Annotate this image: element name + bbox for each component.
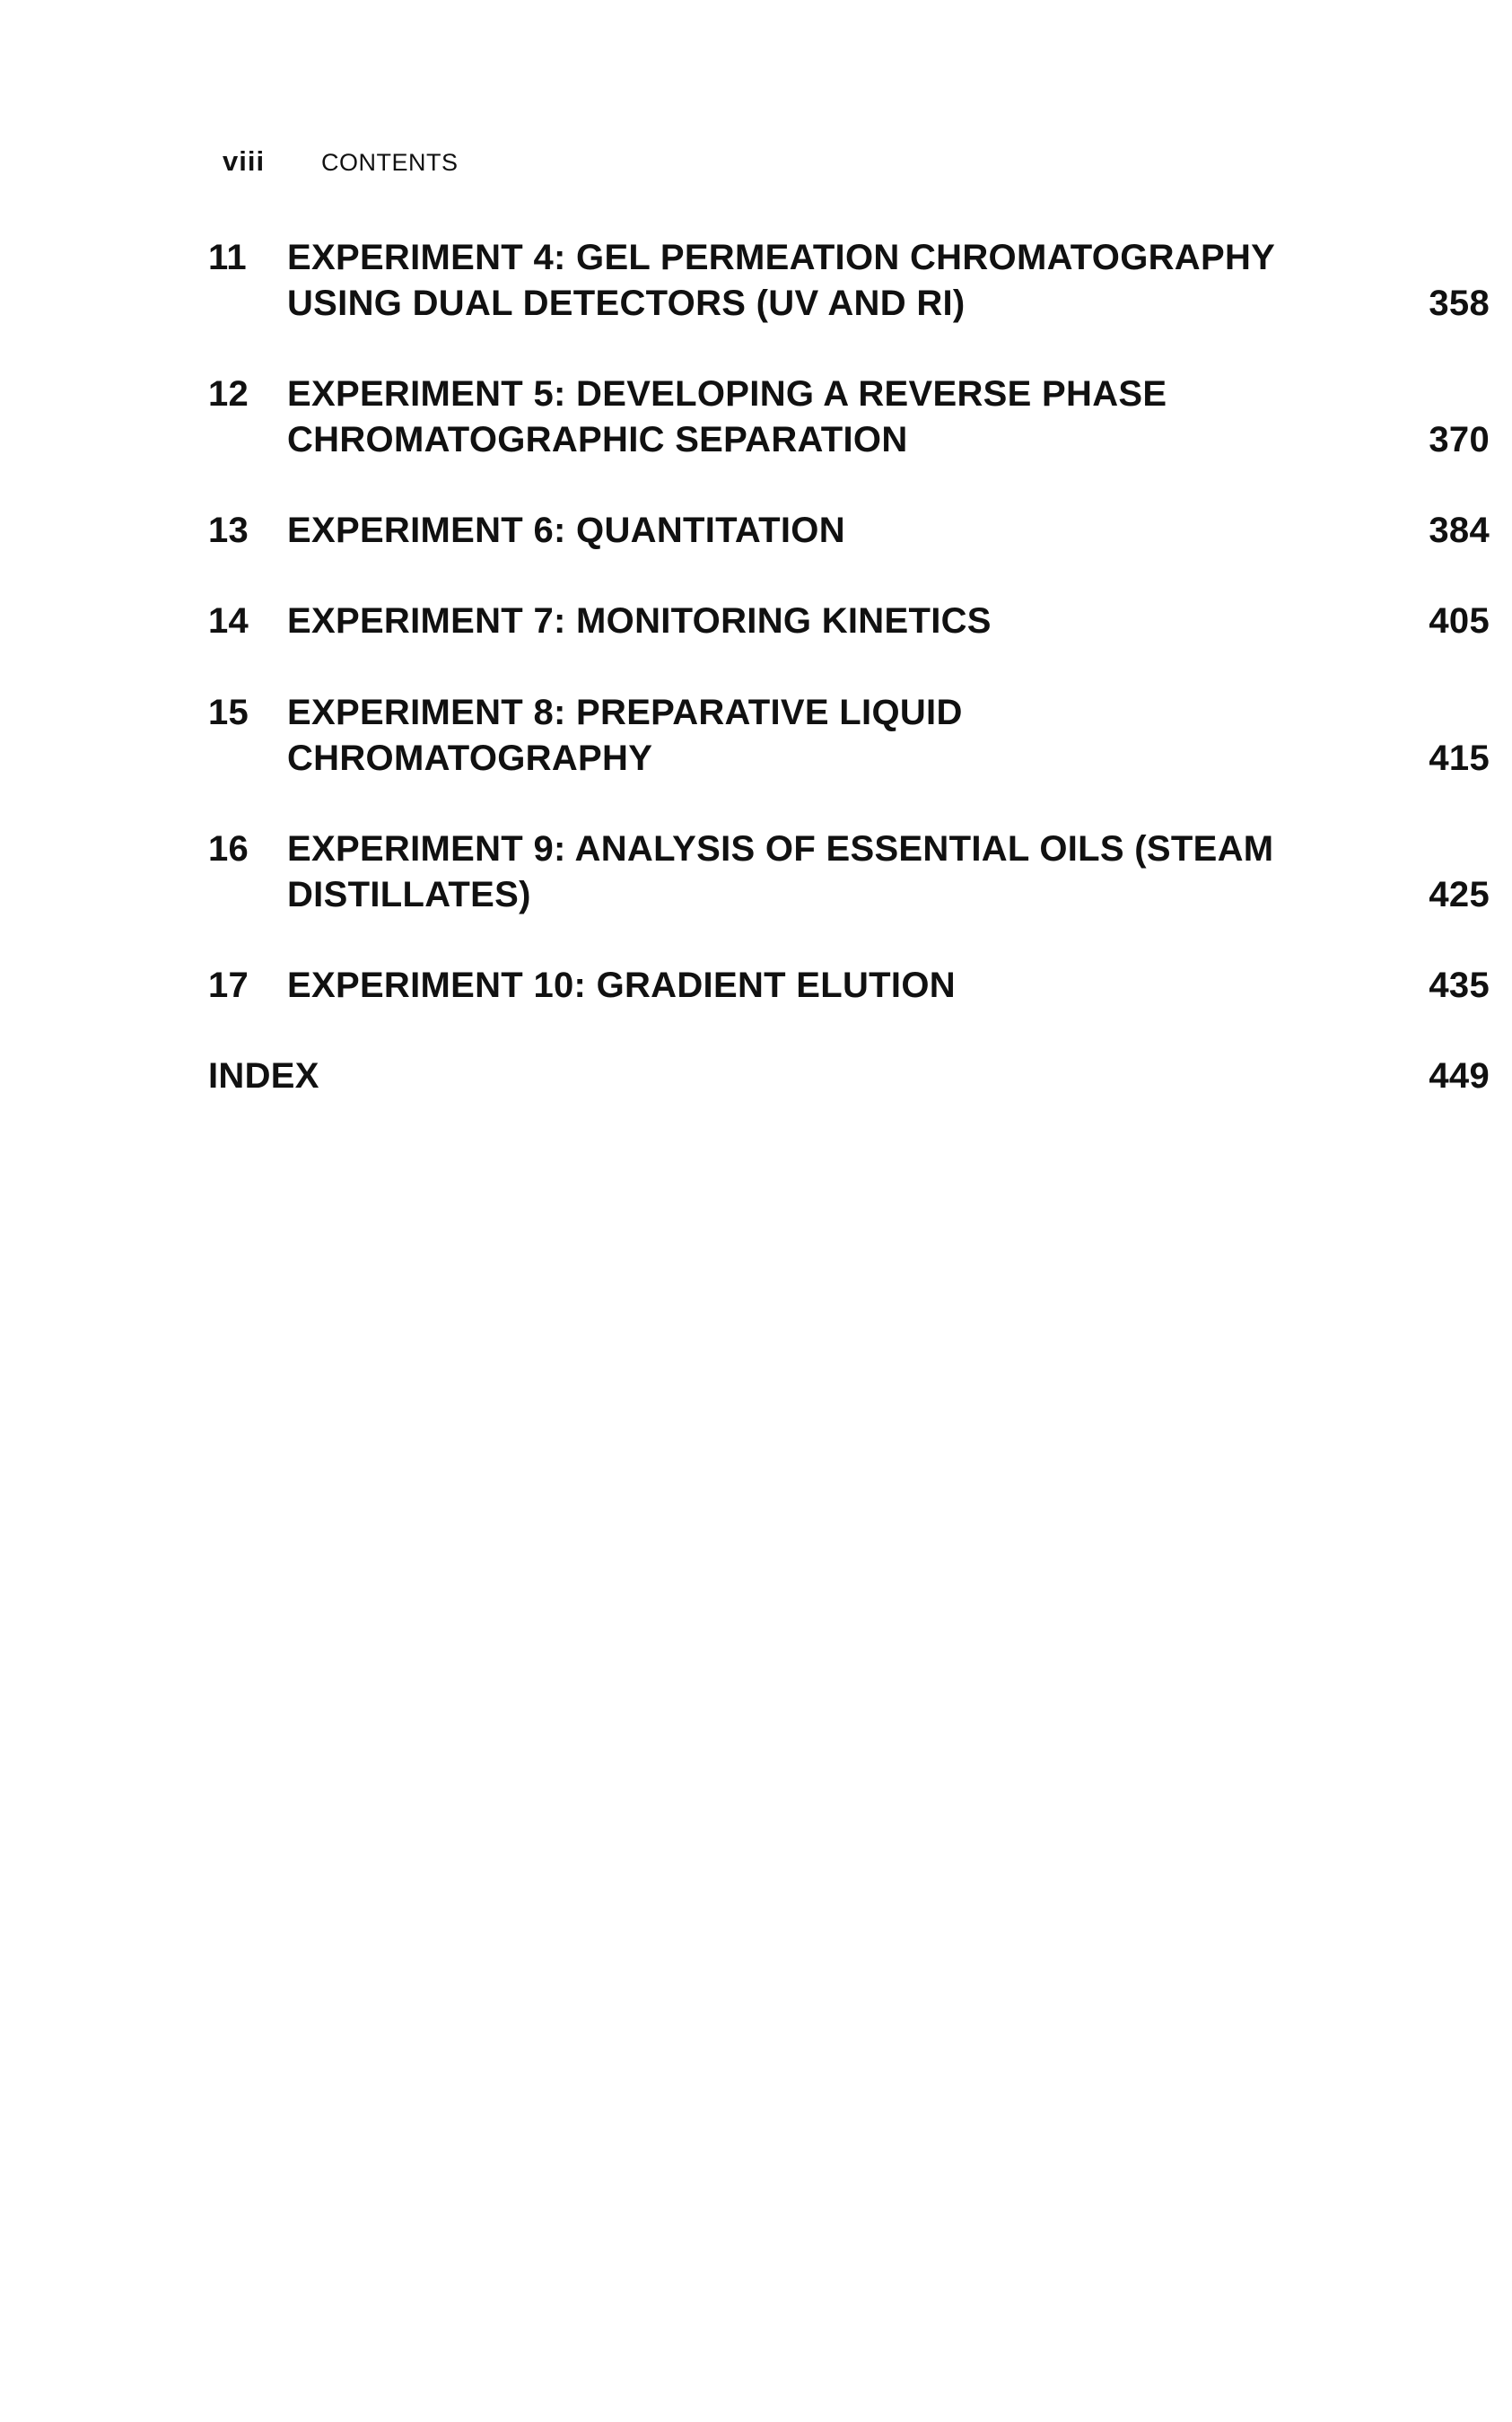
chapter-title [287, 826, 1409, 918]
index-title-line: INDEX [208, 1056, 319, 1096]
chapter-number: 15 [208, 693, 249, 732]
toc-entry-17 [208, 963, 1490, 1009]
toc-entry-16 [208, 826, 1490, 918]
page-reference: 370 [1429, 420, 1490, 459]
chapter-title [287, 599, 1409, 644]
chapter-title [287, 235, 1409, 327]
toc-entry-15 [208, 690, 1490, 782]
page-reference: 405 [1429, 601, 1490, 641]
page-reference: 435 [1429, 966, 1490, 1005]
page-reference: 425 [1429, 875, 1490, 914]
chapter-title [287, 508, 1409, 554]
index-title [208, 1054, 1330, 1099]
chapter-title-line: EXPERIMENT 7: MONITORING KINETICS [287, 601, 992, 641]
page-reference: 384 [1429, 511, 1490, 550]
toc-entry-12 [208, 372, 1490, 463]
chapter-title-line: EXPERIMENT 5: DEVELOPING A REVERSE PHASE [287, 374, 1167, 414]
running-head [223, 145, 459, 181]
chapter-title-line: CHROMATOGRAPHIC SEPARATION [287, 420, 908, 459]
chapter-number: 17 [208, 966, 249, 1005]
toc-entry-14 [208, 599, 1490, 644]
chapter-number: 12 [208, 374, 249, 414]
toc-entry-13 [208, 508, 1490, 554]
toc-entry-11 [208, 235, 1490, 327]
chapter-number: 11 [208, 238, 247, 277]
page-reference: 415 [1429, 739, 1490, 778]
chapter-number: 13 [208, 511, 249, 550]
chapter-title [287, 372, 1409, 463]
page-number: viii [223, 145, 266, 177]
chapter-title-line: USING DUAL DETECTORS (UV AND RI) [287, 284, 966, 323]
chapter-title-line: EXPERIMENT 9: ANALYSIS OF ESSENTIAL OILS (STEAM [287, 829, 1274, 869]
chapter-number: 16 [208, 829, 249, 869]
chapter-title-line: EXPERIMENT 8: PREPARATIVE LIQUID [287, 693, 963, 732]
chapter-title [287, 690, 1409, 782]
chapter-title-line: EXPERIMENT 10: GRADIENT ELUTION [287, 966, 956, 1005]
chapter-title-line: DISTILLATES) [287, 875, 531, 914]
toc-entry-index [208, 1054, 1490, 1099]
page-reference: 449 [1429, 1056, 1490, 1096]
chapter-title-line: EXPERIMENT 6: QUANTITATION [287, 511, 845, 550]
chapter-number: 14 [208, 601, 249, 641]
page-reference: 358 [1429, 284, 1490, 323]
running-head-title: CONTENTS [321, 149, 459, 176]
chapter-title-line: CHROMATOGRAPHY [287, 739, 653, 778]
chapter-title-line: EXPERIMENT 4: GEL PERMEATION CHROMATOGRAPHY [287, 238, 1276, 277]
chapter-title [287, 963, 1409, 1009]
